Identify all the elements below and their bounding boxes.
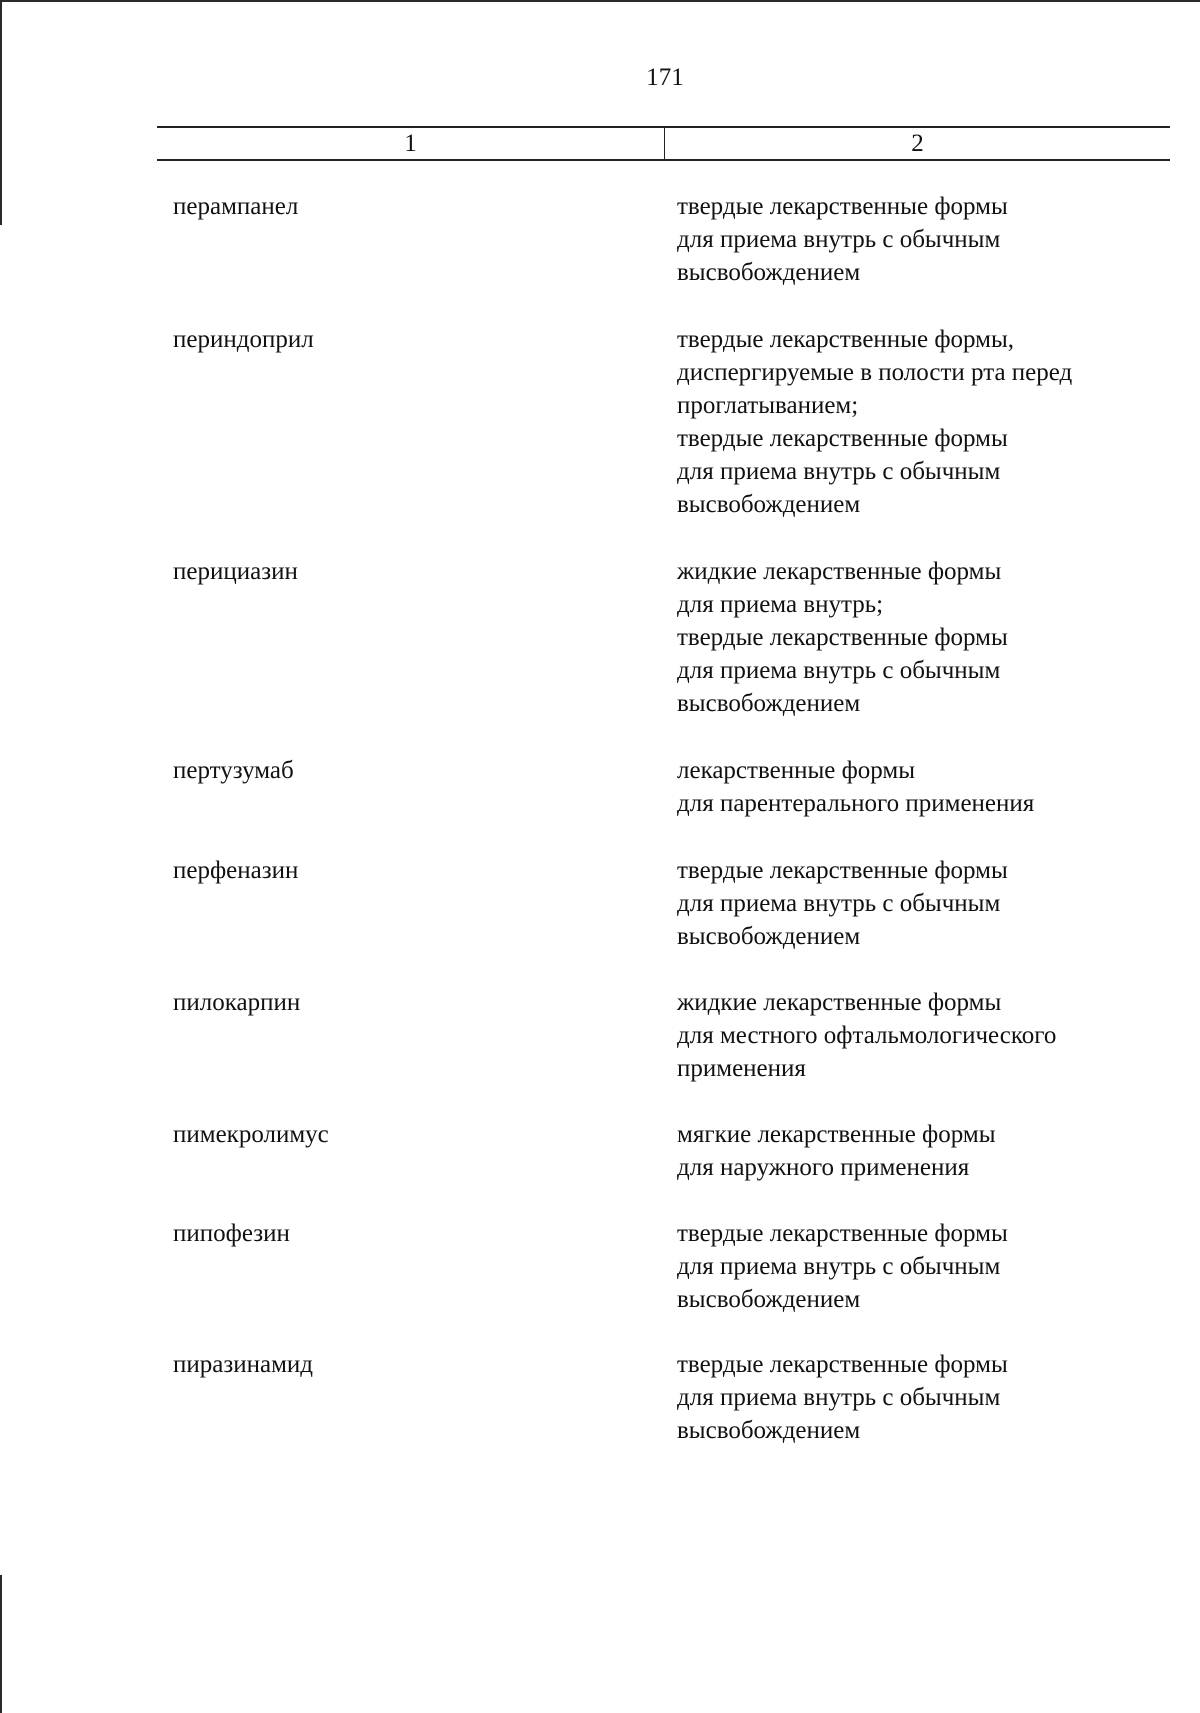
dosage-form-line: для приема внутрь с обычным	[677, 657, 1001, 684]
dosage-form-line: твердые лекарственные формы	[677, 1220, 1008, 1247]
scan-border-left-top	[0, 0, 2, 225]
dosage-forms	[677, 190, 1008, 289]
dosage-form-line: для приема внутрь с обычным	[677, 1253, 1001, 1280]
dosage-form-line: твердые лекарственные формы,	[677, 326, 1015, 353]
dosage-form-line: для местного офтальмологического	[677, 1022, 1057, 1049]
dosage-form-line: мягкие лекарственные формы	[677, 1121, 996, 1148]
dosage-forms	[677, 323, 1072, 521]
column-header-1: 1	[404, 130, 417, 157]
dosage-form-line: высвобождением	[677, 491, 861, 518]
dosage-form-line: высвобождением	[677, 690, 861, 717]
dosage-form-line: твердые лекарственные формы	[677, 193, 1008, 220]
dosage-forms	[677, 1217, 1008, 1316]
dosage-form-line: для приема внутрь с обычным	[677, 890, 1001, 917]
dosage-forms	[677, 754, 1034, 820]
drug-name: перициазин	[173, 558, 298, 585]
drug-name: перампанел	[173, 193, 299, 220]
dosage-forms	[677, 1118, 996, 1184]
dosage-forms	[677, 986, 1056, 1085]
drug-name: периндоприл	[173, 326, 314, 353]
dosage-form-line: жидкие лекарственные формы	[677, 558, 1002, 585]
dosage-form-line: для приема внутрь с обычным	[677, 226, 1001, 253]
dosage-form-line: для парентерального применения	[677, 790, 1035, 817]
dosage-form-line: применения	[677, 1055, 806, 1082]
dosage-form-line: твердые лекарственные формы	[677, 624, 1008, 651]
dosage-form-line: высвобождением	[677, 1286, 861, 1313]
dosage-form-line: проглатыванием;	[677, 392, 859, 419]
dosage-forms	[677, 854, 1008, 953]
dosage-form-line: высвобождением	[677, 259, 861, 286]
dosage-form-line: для наружного применения	[677, 1154, 970, 1181]
dosage-form-line: высвобождением	[677, 923, 861, 950]
dosage-form-line: твердые лекарственные формы	[677, 857, 1008, 884]
drug-name: перфеназин	[173, 857, 299, 884]
dosage-forms	[677, 1348, 1008, 1447]
drug-name: пилокарпин	[173, 989, 301, 1016]
dosage-form-line: лекарственные формы	[677, 757, 916, 784]
dosage-form-line: жидкие лекарственные формы	[677, 989, 1002, 1016]
scan-border-left-bottom	[0, 1575, 2, 1713]
dosage-form-line: высвобождением	[677, 1417, 861, 1444]
drug-name: пиразинамид	[173, 1351, 314, 1378]
dosage-form-line: твердые лекарственные формы	[677, 425, 1008, 452]
page-number: 171	[646, 64, 684, 91]
dosage-form-line: для приема внутрь с обычным	[677, 458, 1001, 485]
drug-name: пимекролимус	[173, 1121, 329, 1148]
column-header-2: 2	[911, 130, 924, 157]
dosage-form-line: для приема внутрь с обычным	[677, 1384, 1001, 1411]
dosage-form-line: твердые лекарственные формы	[677, 1351, 1008, 1378]
scan-border-top	[0, 0, 1200, 2]
dosage-forms	[677, 555, 1008, 720]
drug-name: пипофезин	[173, 1220, 290, 1247]
dosage-form-line: диспергируемые в полости рта перед	[677, 359, 1073, 386]
drug-name: пертузумаб	[173, 757, 294, 784]
dosage-form-line: для приема внутрь;	[677, 591, 884, 618]
